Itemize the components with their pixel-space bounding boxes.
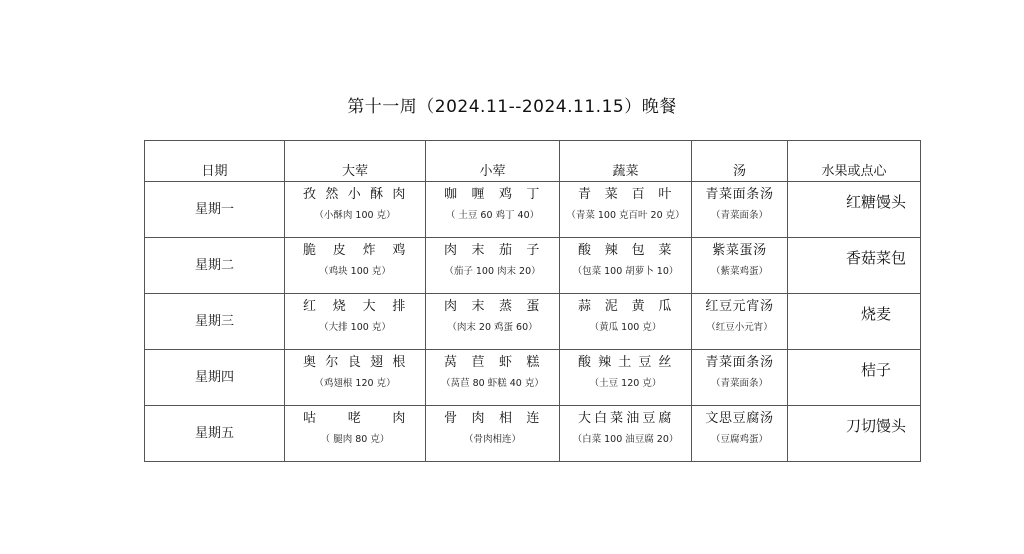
soup-cell bbox=[692, 182, 788, 238]
dish-detail: （肉末 20 鸡蛋 60） bbox=[447, 322, 538, 333]
table-row bbox=[145, 238, 921, 294]
fruit-cell bbox=[788, 238, 921, 294]
dish-detail: （莴苣 80 虾糕 40 克） bbox=[441, 378, 544, 389]
dish-name: 咕咾肉 bbox=[303, 411, 407, 426]
big-meat-cell bbox=[285, 238, 426, 294]
day-cell: 星期一 bbox=[145, 182, 285, 238]
dish-name: 奥尔良翅根 bbox=[303, 355, 407, 370]
fruit-name: 桔子 bbox=[860, 361, 891, 379]
small-meat-cell bbox=[426, 182, 560, 238]
dish-name: 莴苣虾糕 bbox=[444, 355, 541, 370]
dish-detail: （青菜 100 克百叶 20 克） bbox=[566, 210, 685, 221]
dish-name: 酸辣土豆丝 bbox=[578, 355, 673, 370]
soup-name: 青菜面条汤 bbox=[705, 355, 774, 370]
fruit-name: 香菇菜包 bbox=[845, 249, 906, 267]
fruit-cell bbox=[788, 350, 921, 406]
header-soup: 汤 bbox=[692, 141, 788, 182]
day-cell: 星期四 bbox=[145, 350, 285, 406]
fruit-name: 红糖馒头 bbox=[845, 193, 906, 211]
header-big-meat: 大荤 bbox=[285, 141, 426, 182]
vegetable-cell bbox=[560, 406, 692, 462]
dish-detail: （ 土豆 60 鸡丁 40） bbox=[445, 210, 540, 221]
dish-name: 大白菜油豆腐 bbox=[578, 411, 673, 426]
soup-detail: （青菜面条） bbox=[710, 210, 768, 221]
dish-detail: （白菜 100 油豆腐 20） bbox=[572, 434, 679, 445]
dish-name: 肉末茄子 bbox=[444, 243, 541, 258]
table-row bbox=[145, 182, 921, 238]
small-meat-cell bbox=[426, 238, 560, 294]
menu-table bbox=[144, 140, 921, 462]
day-cell: 星期二 bbox=[145, 238, 285, 294]
dish-detail: （骨肉相连） bbox=[463, 434, 521, 445]
soup-cell bbox=[692, 406, 788, 462]
big-meat-cell bbox=[285, 182, 426, 238]
vegetable-cell bbox=[560, 238, 692, 294]
soup-cell bbox=[692, 238, 788, 294]
dish-detail: （黄瓜 100 克） bbox=[589, 322, 662, 333]
big-meat-cell bbox=[285, 406, 426, 462]
dish-detail: （小酥肉 100 克） bbox=[314, 210, 396, 221]
dish-name: 骨肉相连 bbox=[444, 411, 541, 426]
dish-name: 蒜泥黄瓜 bbox=[578, 299, 673, 314]
soup-name: 文思豆腐汤 bbox=[705, 411, 774, 426]
soup-detail: （豆腐鸡蛋） bbox=[710, 434, 768, 445]
vegetable-cell bbox=[560, 294, 692, 350]
table-row bbox=[145, 406, 921, 462]
soup-name: 紫菜蛋汤 bbox=[712, 243, 767, 258]
fruit-name: 烧麦 bbox=[860, 305, 891, 323]
dish-detail: （ 腿肉 80 克） bbox=[320, 434, 390, 445]
dish-detail: （土豆 120 克） bbox=[589, 378, 662, 389]
page-title: 第十一周（2024.11--2024.11.15）晚餐 bbox=[347, 97, 677, 117]
dish-name: 肉末蒸蛋 bbox=[444, 299, 541, 314]
table-row bbox=[145, 350, 921, 406]
header-date: 日期 bbox=[145, 141, 285, 182]
small-meat-cell bbox=[426, 406, 560, 462]
dish-name: 青菜百叶 bbox=[578, 187, 673, 202]
soup-detail: （青菜面条） bbox=[710, 378, 768, 389]
big-meat-cell bbox=[285, 294, 426, 350]
fruit-name: 刀切馒头 bbox=[845, 417, 906, 435]
fruit-cell bbox=[788, 182, 921, 238]
dish-name: 孜然小酥肉 bbox=[303, 187, 407, 202]
dish-detail: （包菜 100 胡萝卜 10） bbox=[572, 266, 679, 277]
dish-name: 咖喱鸡丁 bbox=[444, 187, 541, 202]
dish-name: 酸辣包菜 bbox=[578, 243, 673, 258]
soup-name: 青菜面条汤 bbox=[705, 187, 774, 202]
soup-name: 红豆元宵汤 bbox=[705, 299, 774, 314]
dish-detail: （鸡翅根 120 克） bbox=[314, 378, 396, 389]
big-meat-cell bbox=[285, 350, 426, 406]
table-row bbox=[145, 294, 921, 350]
soup-cell bbox=[692, 294, 788, 350]
vegetable-cell bbox=[560, 350, 692, 406]
soup-detail: （红豆小元宵） bbox=[706, 322, 773, 333]
table-header-row bbox=[145, 141, 921, 182]
header-fruit: 水果或点心 bbox=[788, 141, 921, 182]
soup-detail: （紫菜鸡蛋） bbox=[710, 266, 768, 277]
dish-detail: （茄子 100 肉末 20） bbox=[444, 266, 541, 277]
dish-detail: （鸡块 100 克） bbox=[319, 266, 391, 277]
dish-name: 脆皮炸鸡 bbox=[303, 243, 407, 258]
small-meat-cell bbox=[426, 294, 560, 350]
dish-detail: （大排 100 克） bbox=[319, 322, 391, 333]
soup-cell bbox=[692, 350, 788, 406]
header-small-meat: 小荤 bbox=[426, 141, 560, 182]
dish-name: 红烧大排 bbox=[303, 299, 407, 314]
day-cell: 星期五 bbox=[145, 406, 285, 462]
vegetable-cell bbox=[560, 182, 692, 238]
small-meat-cell bbox=[426, 350, 560, 406]
header-vegetable: 蔬菜 bbox=[560, 141, 692, 182]
fruit-cell bbox=[788, 294, 921, 350]
fruit-cell bbox=[788, 406, 921, 462]
day-cell: 星期三 bbox=[145, 294, 285, 350]
